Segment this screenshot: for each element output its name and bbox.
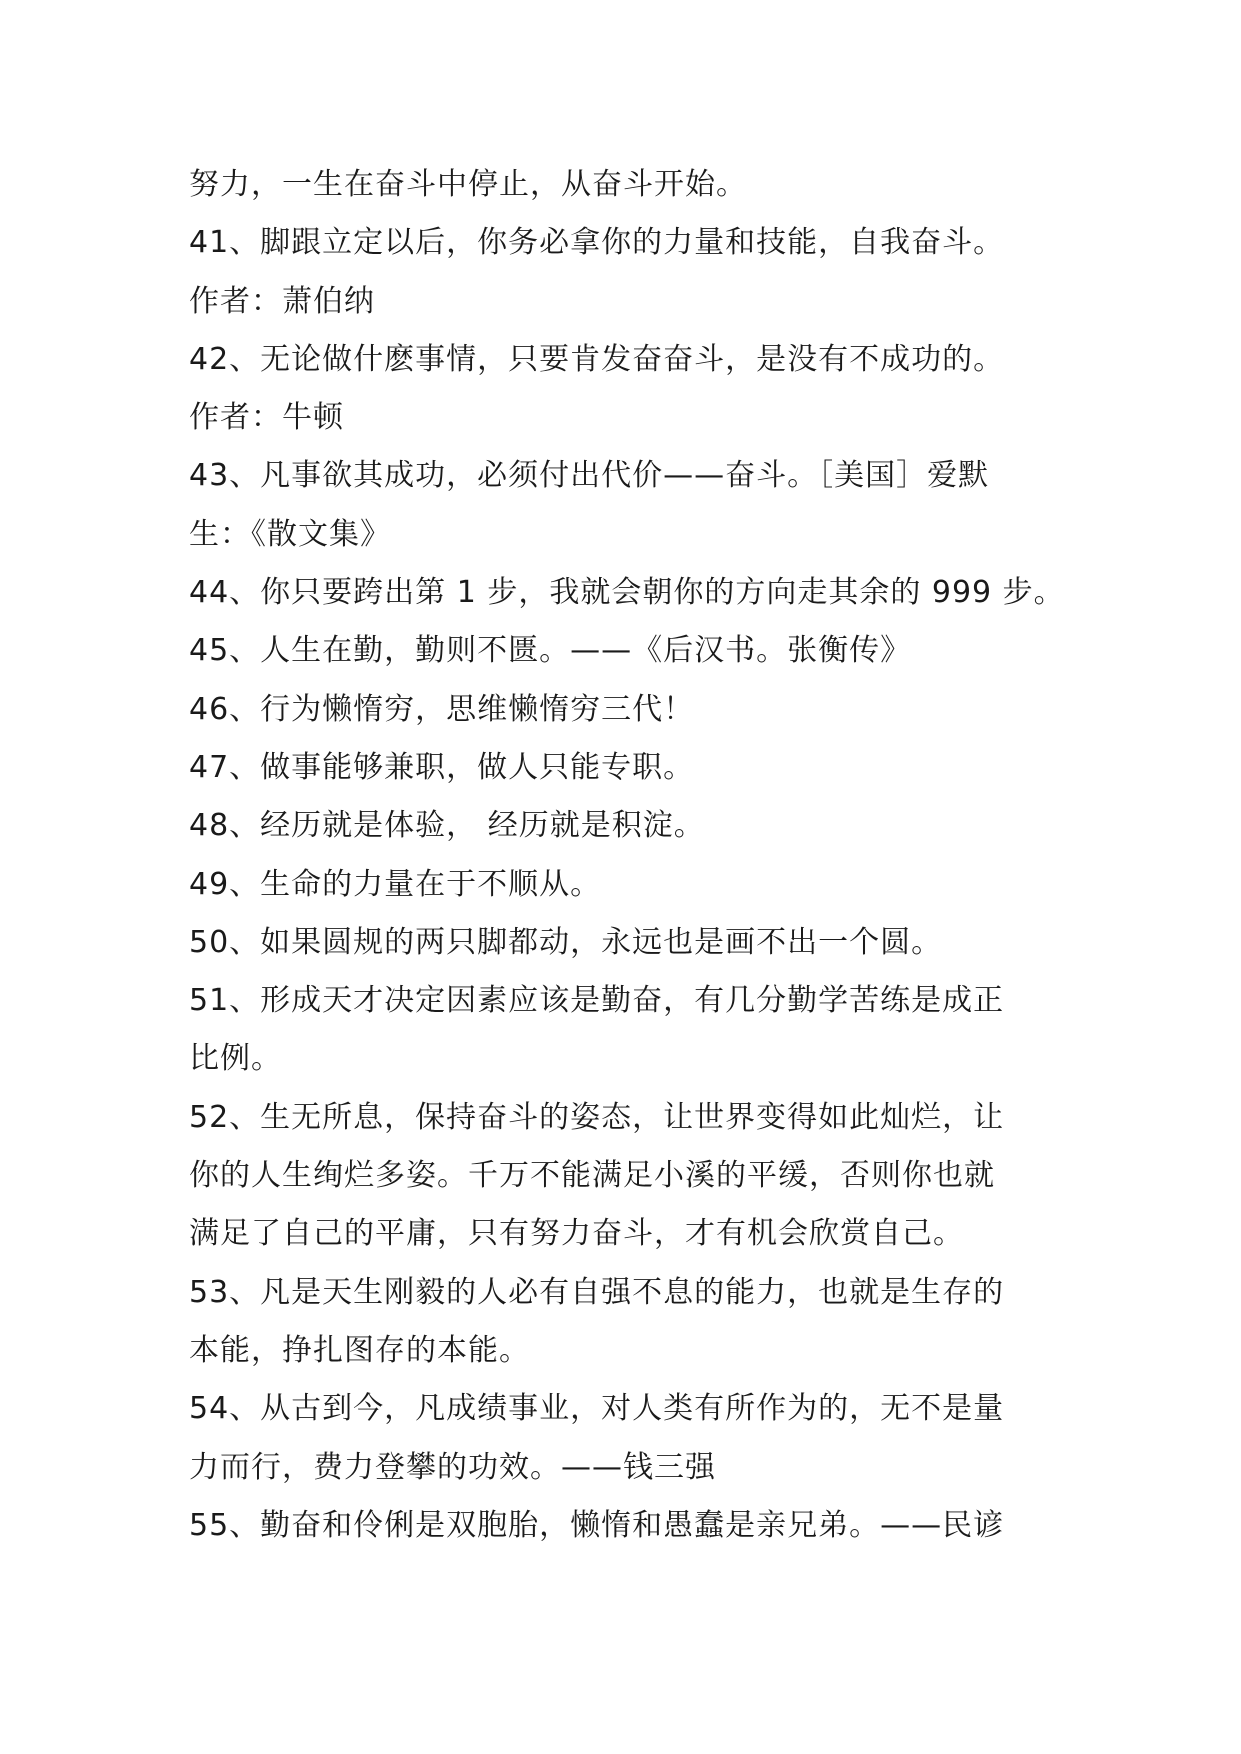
text-line: 本能，挣扎图存的本能。	[189, 1332, 530, 1368]
text-line: 作者：萧伯纳	[189, 283, 375, 319]
text-line: 53、凡是天生刚毅的人必有自强不息的能力，也就是生存的	[189, 1274, 1005, 1310]
text-line: 43、凡事欲其成功，必须付出代价——奋斗。［美国］爱默	[189, 458, 990, 494]
text-line: 41、脚跟立定以后，你务必拿你的力量和技能，自我奋斗。	[189, 225, 1005, 261]
text-line: 45、人生在勤，勤则不匮。——《后汉书。张衡传》	[189, 633, 912, 669]
text-line: 54、从古到今，凡成绩事业，对人类有所作为的，无不是量	[189, 1391, 1005, 1427]
text-line: 作者：牛顿	[189, 400, 344, 436]
text-line: 44、你只要跨出第 1 步，我就会朝你的方向走其余的 999 步。	[189, 575, 1065, 611]
text-line: 比例。	[189, 1041, 282, 1077]
text-line: 努力，一生在奋斗中停止，从奋斗开始。	[189, 167, 747, 202]
text-line: 48、经历就是体验， 经历就是积淀。	[189, 808, 705, 844]
text-line: 你的人生绚烂多姿。千万不能满足小溪的平缓，否则你也就	[189, 1158, 995, 1194]
text-line: 49、生命的力量在于不顺从。	[189, 866, 602, 902]
text-line: 47、做事能够兼职，做人只能专职。	[189, 749, 695, 785]
text-line: 满足了自己的平庸，只有努力奋斗，才有机会欣赏自己。	[189, 1216, 964, 1252]
text-line: 52、生无所息，保持奋斗的姿态，让世界变得如此灿烂，让	[189, 1099, 1005, 1135]
text-line: 生：《散文集》	[189, 516, 391, 552]
text-line: 力而行，费力登攀的功效。——钱三强	[189, 1449, 716, 1485]
document-body	[189, 156, 1069, 1555]
text-line: 55、勤奋和伶俐是双胞胎，懒惰和愚蠢是亲兄弟。——民谚	[189, 1507, 1005, 1543]
text-line: 51、形成天才决定因素应该是勤奋，有几分勤学苦练是成正	[189, 983, 1005, 1019]
text-line: 42、无论做什麽事情，只要肯发奋奋斗，是没有不成功的。	[189, 341, 1005, 377]
text-line: 50、如果圆规的两只脚都动，永远也是画不出一个圆。	[189, 924, 943, 960]
text-line: 46、行为懒惰穷，思维懒惰穷三代！	[189, 691, 695, 727]
